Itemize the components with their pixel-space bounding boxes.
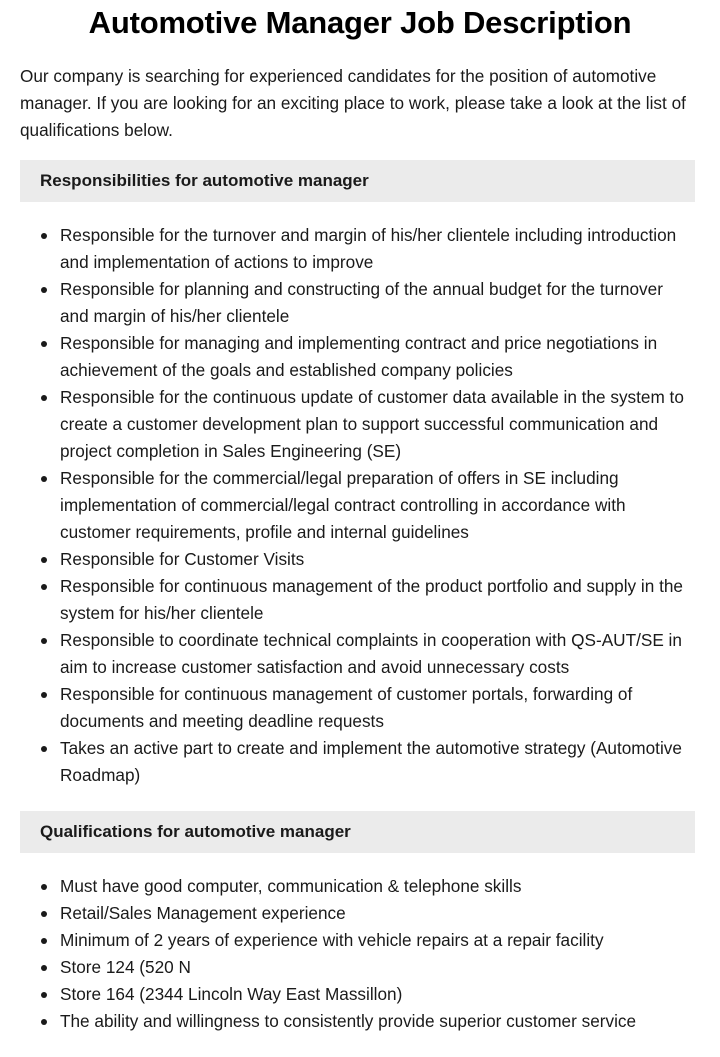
bullet-icon bbox=[41, 638, 47, 644]
list-item: Store 124 (520 N bbox=[60, 954, 700, 981]
bullet-icon bbox=[41, 233, 47, 239]
list-item: Responsible for the continuous update of customer data available in the system to create a customer development plan to support successful communication and project completion in Sales Engineering (SE) bbox=[60, 384, 700, 465]
list-item: Responsible for planning and constructing of the annual budget for the turnover and margin of his/her clientele bbox=[60, 276, 700, 330]
list-item: Responsible for the turnover and margin of his/her clientele including introduction and implementation of actions to improve bbox=[60, 222, 700, 276]
bullet-icon bbox=[41, 584, 47, 590]
list-item: Retail/Sales Management experience bbox=[60, 900, 700, 927]
list-item: Responsible for managing and implementing contract and price negotiations in achievement of the goals and established company policies bbox=[60, 330, 700, 384]
list-item: Responsible for the commercial/legal preparation of offers in SE including implementation of commercial/legal contract controlling in accordance with customer requirements, profile and internal guidelines bbox=[60, 465, 700, 546]
list-item: Minimum of 2 years of experience with vehicle repairs at a repair facility bbox=[60, 927, 700, 954]
list-item: Store 164 (2344 Lincoln Way East Massillon) bbox=[60, 981, 700, 1008]
page-title: Automotive Manager Job Description bbox=[88, 5, 632, 40]
list-item: Takes an active part to create and implement the automotive strategy (Automotive Roadmap) bbox=[60, 735, 700, 789]
bullet-icon bbox=[41, 992, 47, 998]
list-item: The ability and willingness to consistently provide superior customer service bbox=[60, 1008, 700, 1035]
bullet-icon bbox=[41, 692, 47, 698]
qualifications-heading: Qualifications for automotive manager bbox=[40, 822, 351, 841]
bullet-icon bbox=[41, 557, 47, 563]
bullet-icon bbox=[41, 746, 47, 752]
bullet-icon bbox=[41, 965, 47, 971]
bullet-icon bbox=[41, 476, 47, 482]
list-item: Must have good computer, communication & telephone skills bbox=[60, 873, 700, 900]
bullet-icon bbox=[41, 938, 47, 944]
intro-paragraph: Our company is searching for experienced candidates for the position of automotive manager. If you are looking for an exciting place to work, please take a look at the list of qualifications below. bbox=[20, 66, 686, 140]
bullet-icon bbox=[41, 395, 47, 401]
bullet-icon bbox=[41, 287, 47, 293]
bullet-icon bbox=[41, 341, 47, 347]
list-item: Responsible to coordinate technical complaints in cooperation with QS-AUT/SE in aim to increase customer satisfaction and avoid unnecessary costs bbox=[60, 627, 700, 681]
list-item: Responsible for Customer Visits bbox=[60, 546, 700, 573]
bullet-icon bbox=[41, 884, 47, 890]
responsibilities-heading: Responsibilities for automotive manager bbox=[40, 171, 369, 190]
section-spacer bbox=[20, 789, 700, 795]
list-item: Responsible for continuous management of customer portals, forwarding of documents and meeting deadline requests bbox=[60, 681, 700, 735]
responsibilities-list bbox=[20, 222, 700, 789]
responsibilities-section-header bbox=[20, 160, 695, 202]
list-item: Responsible for continuous management of the product portfolio and supply in the system for his/her clientele bbox=[60, 573, 700, 627]
bullet-icon bbox=[41, 911, 47, 917]
bullet-icon bbox=[41, 1019, 47, 1025]
qualifications-list bbox=[20, 873, 700, 1035]
qualifications-section-header bbox=[20, 811, 695, 853]
